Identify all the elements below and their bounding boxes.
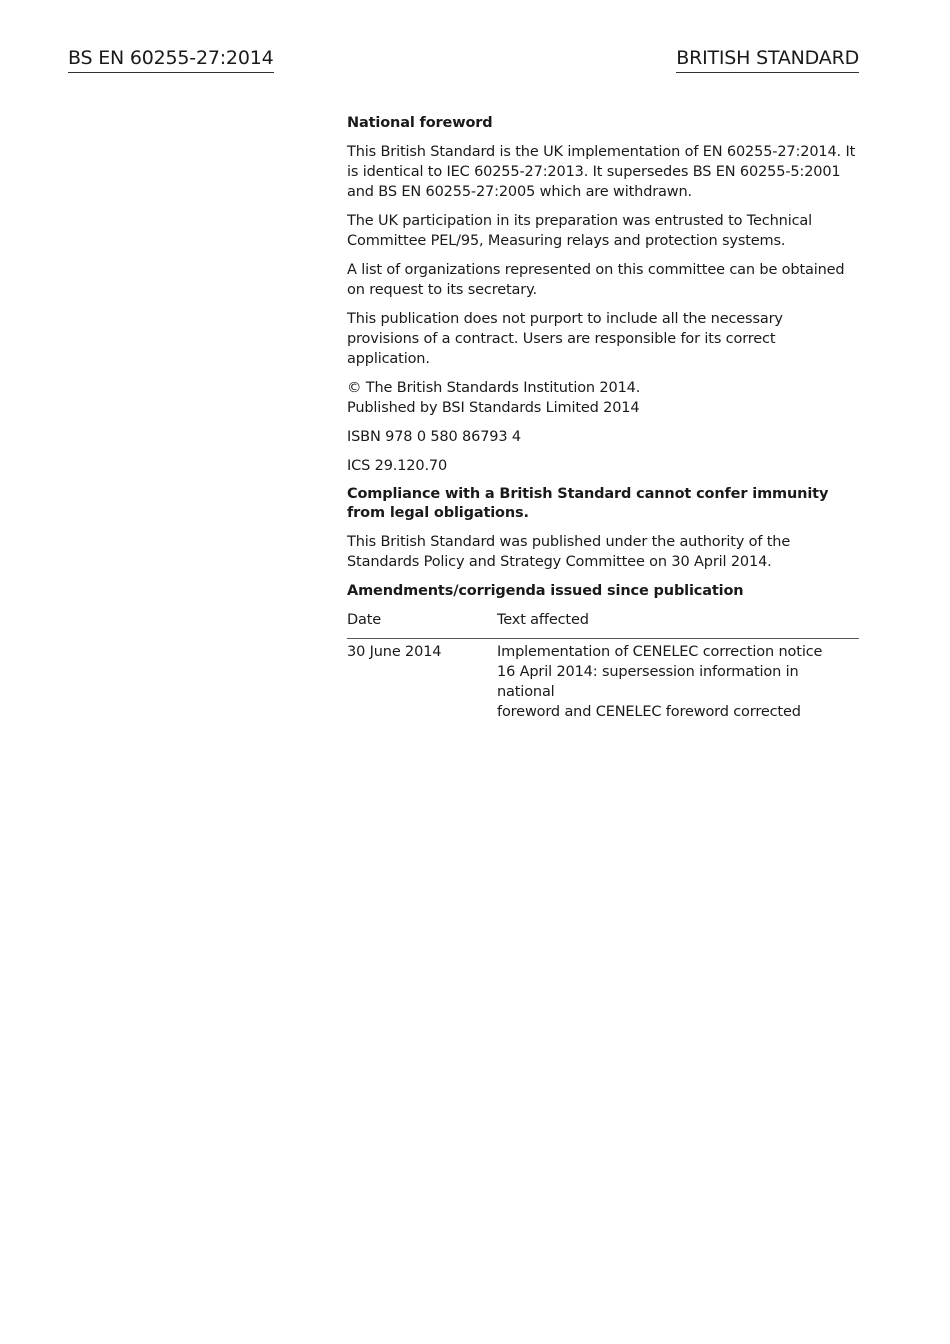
- compliance-notice: Compliance with a British Standard cannot confer immunity from legal obligations.: [347, 486, 829, 521]
- foreword-paragraph: This publication does not purport to include all the necessary provisions of a contract. Users are responsible for its correct application.: [347, 311, 783, 367]
- amendments-title: Amendments/corrigenda issued since publication: [347, 583, 744, 599]
- column-header-text-affected: Text affected: [497, 610, 859, 639]
- foreword-paragraph: This British Standard is the UK implementation of EN 60255-27:2014. It is identical to IEC 60255-27:2013. It supersedes BS EN 60255-5:2001 and BS EN 60255-27:2005 which are withdrawn.: [347, 144, 856, 200]
- column-header-date: Date: [347, 610, 497, 639]
- amendment-date: 30 June 2014: [347, 644, 442, 660]
- amendment-text-line: 16 April 2014: supersession information in national: [497, 664, 799, 700]
- foreword-paragraph: A list of organizations represented on this committee can be obtained on request to its secretary.: [347, 262, 845, 298]
- authority-statement: This British Standard was published under the authority of the Standards Policy and Strategy Committee on 30 April 2014.: [347, 534, 791, 570]
- national-foreword-section: [347, 113, 859, 722]
- amendment-text-line: foreword and CENELEC foreword corrected: [497, 704, 801, 720]
- publisher-line: Published by BSI Standards Limited 2014: [347, 400, 640, 416]
- amendments-table: [347, 610, 859, 722]
- document-id: BS EN 60255-27:2014: [68, 46, 274, 73]
- isbn: ISBN 978 0 580 86793 4: [347, 429, 521, 445]
- amendment-text-line: Implementation of CENELEC correction notice: [497, 644, 823, 660]
- copyright-line: © The British Standards Institution 2014.: [347, 380, 641, 396]
- standard-type: BRITISH STANDARD: [676, 46, 859, 73]
- amendment-text: [497, 639, 859, 723]
- foreword-paragraph: The UK participation in its preparation was entrusted to Technical Committee PEL/95, Measuring relays and protection systems.: [347, 213, 813, 249]
- foreword-title: National foreword: [347, 115, 493, 131]
- table-row: [347, 639, 859, 723]
- copyright-block: [347, 378, 859, 418]
- table-header-row: [347, 610, 859, 639]
- ics-code: ICS 29.120.70: [347, 458, 448, 474]
